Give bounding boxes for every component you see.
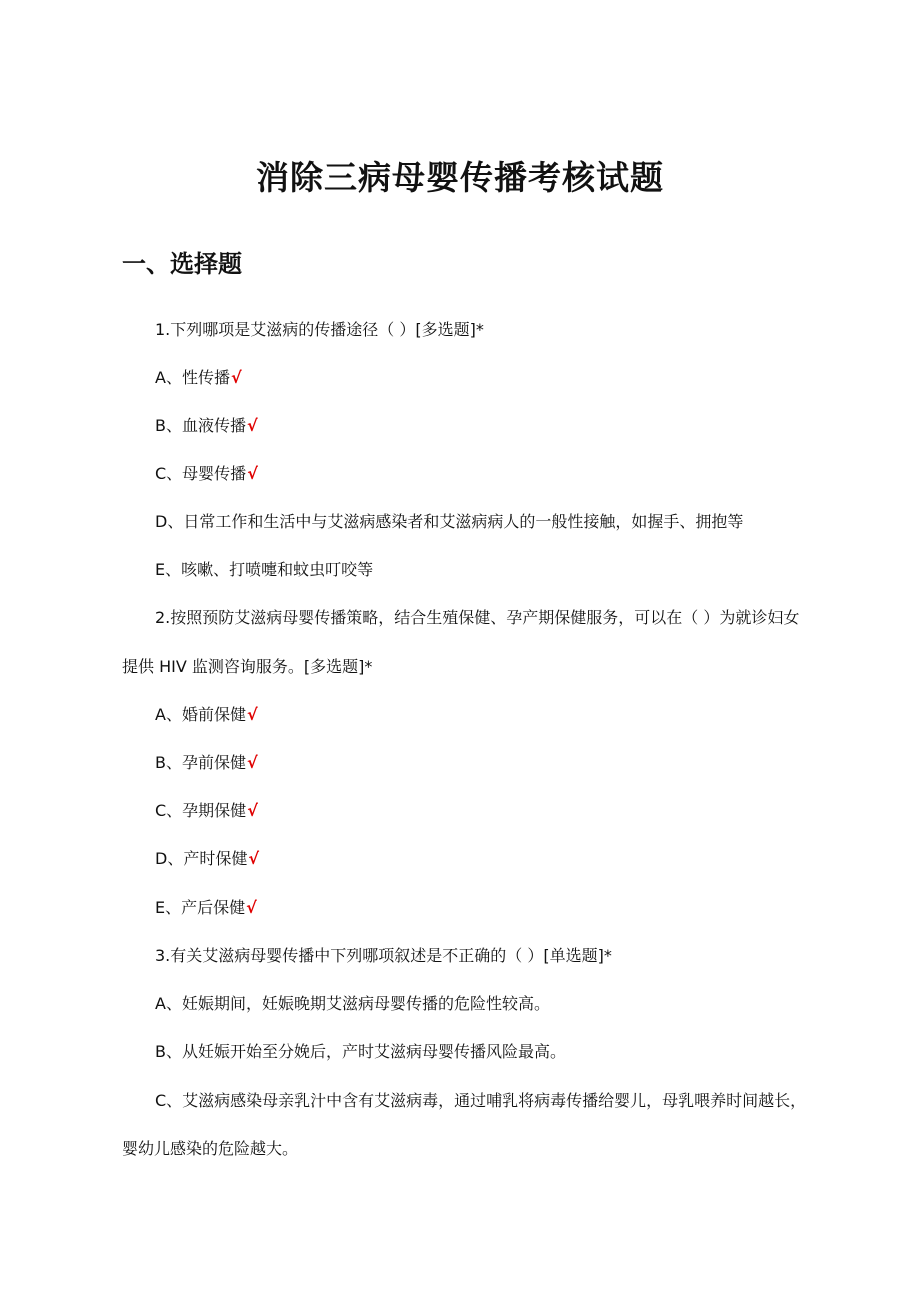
page-title: 消除三病母婴传播考核试题 (256, 158, 664, 197)
option-text: D、日常工作和生活中与艾滋病感染者和艾滋病病人的一般性接触，如握手、拥抱等 (155, 512, 744, 531)
question-2-option-d (155, 849, 259, 869)
option-text: B、孕前保健 (155, 753, 246, 772)
correct-check-icon: √ (246, 416, 258, 435)
option-text: C、母婴传播 (155, 464, 247, 483)
question-2-option-a (155, 705, 258, 725)
correct-check-icon: √ (248, 849, 259, 868)
question-3-option-b (155, 1042, 566, 1062)
option-text: D、产时保健 (155, 849, 248, 868)
correct-check-icon: √ (246, 898, 257, 917)
question-3-option-c-continued: 婴幼儿感染的危险越大。 (122, 1139, 299, 1158)
question-2-stem: 2.按照预防艾滋病母婴传播策略，结合生殖保健、孕产期保健服务，可以在（ ）为就诊妇女 (155, 608, 800, 627)
correct-check-icon: √ (230, 368, 242, 387)
option-text: A、妊娠期间，妊娠晚期艾滋病母婴传播的危险性较高。 (155, 994, 550, 1013)
correct-check-icon: √ (247, 464, 258, 483)
option-text: E、产后保健 (155, 898, 246, 917)
question-1-option-a (155, 368, 242, 388)
correct-check-icon: √ (246, 705, 258, 724)
question-1-option-e (155, 560, 373, 580)
option-text: B、从妊娠开始至分娩后，产时艾滋病母婴传播风险最高。 (155, 1042, 566, 1061)
section-heading: 一、选择题 (122, 250, 242, 278)
option-text: C、孕期保健 (155, 801, 247, 820)
option-text: B、血液传播 (155, 416, 246, 435)
option-text: C、艾滋病感染母亲乳汁中含有艾滋病毒，通过哺乳将病毒传播给婴儿，母乳喂养时间越长， (155, 1091, 807, 1110)
correct-check-icon: √ (247, 801, 258, 820)
question-2-option-b (155, 753, 258, 773)
question-1-stem: 1.下列哪项是艾滋病的传播途径（ ）[多选题]* (155, 320, 484, 339)
question-2-stem-continued: 提供 HIV 监测咨询服务。[多选题]* (122, 657, 373, 676)
question-2-option-c (155, 801, 258, 821)
option-text: A、性传播 (155, 368, 230, 387)
question-2-option-e (155, 898, 257, 918)
option-text: A、婚前保健 (155, 705, 246, 724)
question-1-option-b (155, 416, 258, 436)
correct-check-icon: √ (246, 753, 258, 772)
question-3-option-a (155, 994, 550, 1014)
question-3-option-c (155, 1091, 806, 1111)
option-text: E、咳嗽、打喷嚏和蚊虫叮咬等 (155, 560, 374, 579)
question-3-stem: 3.有关艾滋病母婴传播中下列哪项叙述是不正确的（ ）[单选题]* (155, 946, 612, 965)
question-1-option-c (155, 464, 258, 484)
question-1-option-d (155, 512, 743, 532)
